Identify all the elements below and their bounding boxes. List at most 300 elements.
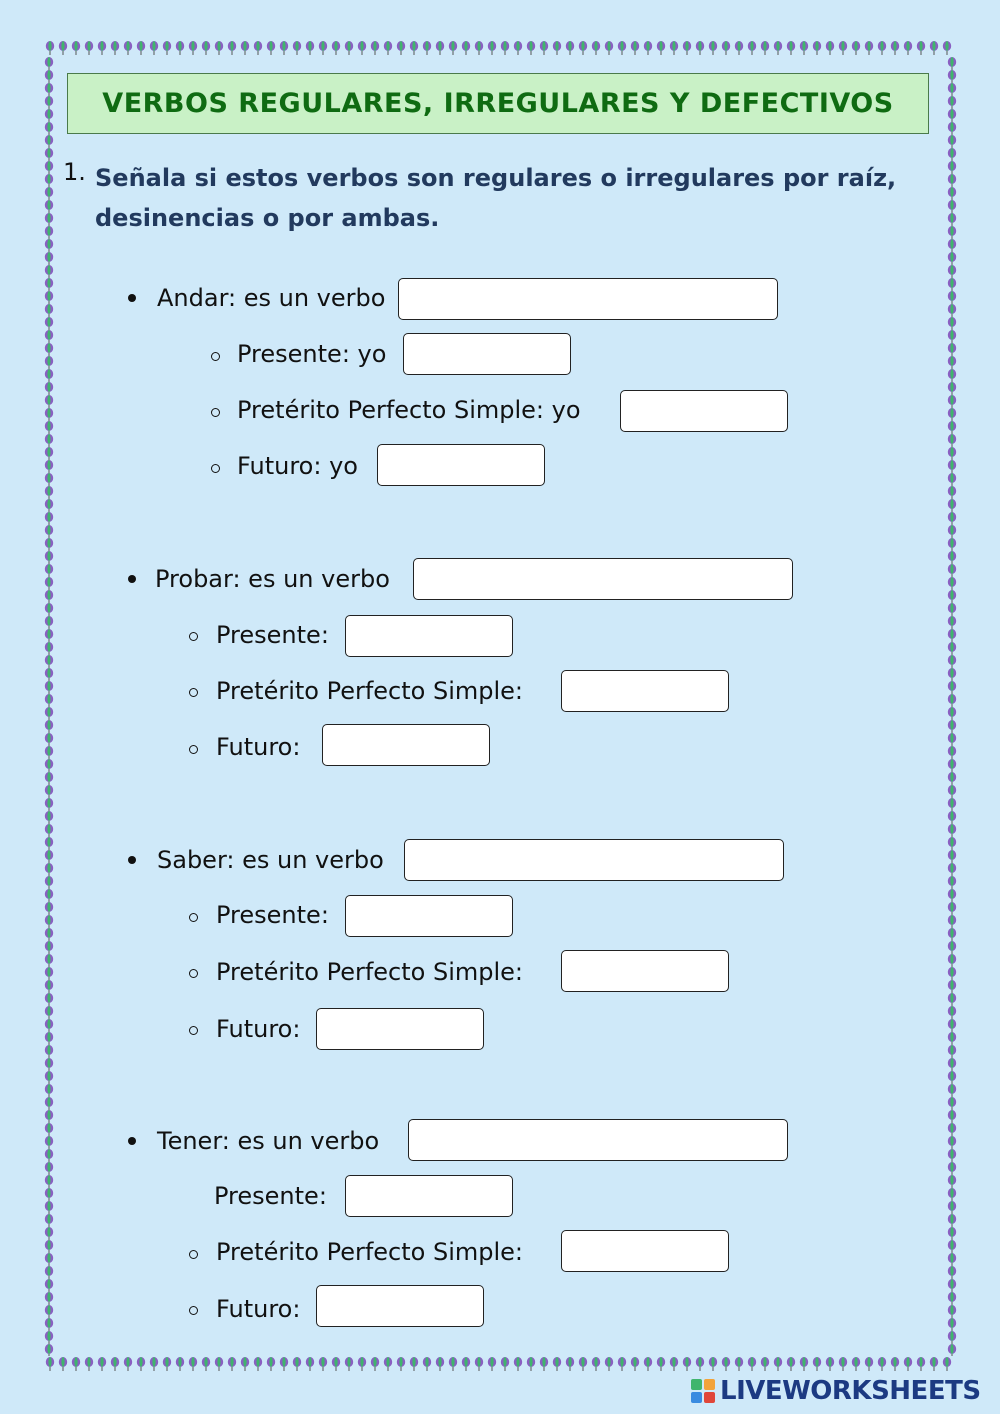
tener-presente-label: Presente:	[214, 1182, 327, 1210]
balloon-border-icon	[787, 41, 795, 55]
balloon-border-icon	[254, 1357, 262, 1371]
balloon-border-icon	[683, 41, 691, 55]
balloon-border-icon	[566, 1357, 574, 1371]
balloon-border-icon	[948, 486, 956, 500]
balloon-border-icon	[948, 941, 956, 955]
circle-bullet-icon	[211, 352, 220, 361]
balloon-border-icon	[948, 1253, 956, 1267]
balloon-border-icon	[948, 330, 956, 344]
balloon-border-icon	[948, 213, 956, 227]
balloon-border-icon	[45, 1071, 53, 1085]
balloon-border-icon	[943, 41, 951, 55]
balloon-border-icon	[45, 863, 53, 877]
balloon-border-icon	[45, 928, 53, 942]
verb-label-saber: Saber: es un verbo	[157, 846, 384, 874]
balloon-border-icon	[948, 1162, 956, 1176]
andar-preterito-input[interactable]	[620, 390, 788, 432]
balloon-border-icon	[948, 1214, 956, 1228]
balloon-border-icon	[45, 187, 53, 201]
balloon-border-icon	[948, 642, 956, 656]
balloon-border-icon	[826, 1357, 834, 1371]
balloon-border-icon	[45, 122, 53, 136]
balloon-border-icon	[948, 837, 956, 851]
balloon-border-icon	[670, 41, 678, 55]
balloon-border-icon	[709, 1357, 717, 1371]
probar-futuro-label: Futuro:	[216, 733, 301, 761]
balloon-border-icon	[45, 356, 53, 370]
balloon-border-icon	[45, 1149, 53, 1163]
balloon-border-icon	[878, 41, 886, 55]
balloon-border-icon	[137, 41, 145, 55]
bullet-icon	[128, 294, 136, 302]
balloon-border-icon	[670, 1357, 678, 1371]
tener-futuro-input[interactable]	[316, 1285, 484, 1327]
balloon-border-icon	[527, 1357, 535, 1371]
balloon-border-icon	[410, 41, 418, 55]
instruction-number: 1.	[63, 158, 86, 186]
balloon-border-icon	[45, 902, 53, 916]
balloon-border-icon	[852, 41, 860, 55]
balloon-border-icon	[332, 1357, 340, 1371]
balloon-border-icon	[293, 41, 301, 55]
balloon-border-icon	[45, 746, 53, 760]
tener-type-input[interactable]	[408, 1119, 788, 1161]
balloon-border-icon	[45, 330, 53, 344]
circle-bullet-icon	[189, 688, 198, 697]
balloon-border-icon	[948, 265, 956, 279]
balloon-border-icon	[45, 1188, 53, 1202]
balloon-border-icon	[527, 41, 535, 55]
balloon-border-icon	[163, 41, 171, 55]
balloon-border-left	[42, 56, 56, 1356]
balloon-border-icon	[45, 798, 53, 812]
balloon-border-icon	[59, 1357, 67, 1371]
balloon-border-icon	[948, 694, 956, 708]
balloon-border-icon	[45, 941, 53, 955]
balloon-border-icon	[45, 1110, 53, 1124]
balloon-border-icon	[948, 590, 956, 604]
balloon-border-icon	[488, 41, 496, 55]
balloon-border-icon	[45, 408, 53, 422]
balloon-border-icon	[345, 41, 353, 55]
bullet-icon	[128, 1137, 136, 1145]
balloon-border-icon	[948, 746, 956, 760]
probar-preterito-label: Pretérito Perfecto Simple:	[216, 677, 524, 705]
andar-type-input[interactable]	[398, 278, 778, 320]
balloon-border-icon	[332, 41, 340, 55]
balloon-border-icon	[45, 525, 53, 539]
balloon-border-icon	[449, 1357, 457, 1371]
title-box	[67, 73, 929, 134]
balloon-border-icon	[948, 382, 956, 396]
balloon-border-icon	[787, 1357, 795, 1371]
balloon-border-icon	[45, 616, 53, 630]
balloon-border-icon	[930, 1357, 938, 1371]
circle-bullet-icon	[189, 745, 198, 754]
andar-presente-label: Presente: yo	[237, 340, 387, 368]
balloon-border-icon	[45, 421, 53, 435]
balloon-border-icon	[45, 915, 53, 929]
balloon-border-icon	[150, 1357, 158, 1371]
balloon-border-icon	[45, 369, 53, 383]
balloon-border-icon	[948, 980, 956, 994]
balloon-border-icon	[45, 57, 53, 71]
balloon-border-icon	[45, 1253, 53, 1267]
balloon-border-icon	[436, 41, 444, 55]
balloon-border-icon	[45, 1305, 53, 1319]
balloon-border-icon	[948, 733, 956, 747]
balloon-border-icon	[948, 512, 956, 526]
saber-presente-label: Presente:	[216, 901, 329, 929]
balloon-border-icon	[948, 668, 956, 682]
balloon-border-icon	[45, 577, 53, 591]
balloon-border-icon	[45, 551, 53, 565]
balloon-border-icon	[410, 1357, 418, 1371]
balloon-border-icon	[948, 343, 956, 357]
balloon-border-icon	[45, 1318, 53, 1332]
balloon-border-icon	[45, 135, 53, 149]
balloon-border-icon	[45, 603, 53, 617]
balloon-border-icon	[948, 1344, 956, 1356]
balloon-border-icon	[45, 252, 53, 266]
balloon-border-icon	[948, 96, 956, 110]
balloon-border-icon	[948, 174, 956, 188]
balloon-border-icon	[45, 96, 53, 110]
circle-bullet-icon	[189, 913, 198, 922]
balloon-border-icon	[488, 1357, 496, 1371]
balloon-border-icon	[631, 1357, 639, 1371]
balloon-border-icon	[45, 1006, 53, 1020]
tener-preterito-label: Pretérito Perfecto Simple:	[216, 1238, 524, 1266]
balloon-border-icon	[948, 356, 956, 370]
balloon-border-icon	[904, 1357, 912, 1371]
balloon-border-icon	[948, 655, 956, 669]
balloon-border-icon	[45, 382, 53, 396]
balloon-border-icon	[45, 304, 53, 318]
balloon-border-icon	[45, 1279, 53, 1293]
saber-preterito-input[interactable]	[561, 950, 729, 992]
balloon-border-icon	[948, 1227, 956, 1241]
balloon-border-icon	[45, 70, 53, 84]
balloon-border-icon	[46, 41, 54, 55]
balloon-border-icon	[644, 1357, 652, 1371]
balloon-border-icon	[813, 41, 821, 55]
balloon-border-icon	[45, 759, 53, 773]
balloon-border-icon	[774, 1357, 782, 1371]
balloon-border-icon	[45, 694, 53, 708]
balloon-border-icon	[45, 1084, 53, 1098]
saber-presente-input[interactable]	[345, 895, 513, 937]
verb-label-tener: Tener: es un verbo	[157, 1127, 380, 1155]
balloon-border-icon	[865, 41, 873, 55]
balloon-border-icon	[202, 1357, 210, 1371]
balloon-border-icon	[948, 1188, 956, 1202]
balloon-border-icon	[45, 564, 53, 578]
balloon-border-icon	[45, 213, 53, 227]
balloon-border-icon	[657, 1357, 665, 1371]
balloon-border-icon	[657, 41, 665, 55]
andar-futuro-label: Futuro: yo	[237, 452, 358, 480]
balloon-border-icon	[948, 902, 956, 916]
balloon-border-icon	[948, 1084, 956, 1098]
balloon-border-icon	[852, 1357, 860, 1371]
balloon-border-icon	[45, 811, 53, 825]
balloon-border-icon	[293, 1357, 301, 1371]
probar-preterito-input[interactable]	[561, 670, 729, 712]
balloon-border-icon	[948, 278, 956, 292]
balloon-border-icon	[98, 1357, 106, 1371]
balloon-border-icon	[45, 850, 53, 864]
balloon-border-icon	[45, 395, 53, 409]
balloon-border-icon	[696, 41, 704, 55]
balloon-border-icon	[358, 41, 366, 55]
balloon-border-icon	[948, 447, 956, 461]
saber-type-input[interactable]	[404, 839, 784, 881]
balloon-border-icon	[948, 1266, 956, 1280]
balloon-border-icon	[948, 1279, 956, 1293]
balloon-border-icon	[948, 1201, 956, 1215]
liveworksheets-logo[interactable]	[690, 1374, 981, 1408]
balloon-border-icon	[948, 187, 956, 201]
balloon-border-icon	[189, 41, 197, 55]
balloon-border-icon	[241, 41, 249, 55]
balloon-border-icon	[948, 239, 956, 253]
balloon-border-icon	[948, 1045, 956, 1059]
circle-bullet-icon	[189, 1306, 198, 1315]
balloon-border-icon	[306, 1357, 314, 1371]
balloon-border-icon	[948, 408, 956, 422]
tener-futuro-label: Futuro:	[216, 1295, 301, 1323]
balloon-border-icon	[319, 1357, 327, 1371]
balloon-border-icon	[345, 1357, 353, 1371]
balloon-border-icon	[948, 1123, 956, 1137]
balloon-border-icon	[45, 668, 53, 682]
balloon-border-icon	[176, 41, 184, 55]
balloon-border-icon	[45, 629, 53, 643]
balloon-border-icon	[45, 980, 53, 994]
balloon-border-icon	[45, 83, 53, 97]
balloon-border-icon	[371, 1357, 379, 1371]
balloon-border-icon	[948, 1175, 956, 1189]
balloon-border-icon	[85, 41, 93, 55]
balloon-border-icon	[45, 1266, 53, 1280]
balloon-border-icon	[605, 1357, 613, 1371]
balloon-border-icon	[948, 525, 956, 539]
balloon-border-icon	[761, 41, 769, 55]
balloon-border-icon	[45, 200, 53, 214]
balloon-border-icon	[124, 1357, 132, 1371]
balloon-border-icon	[280, 41, 288, 55]
balloon-border-icon	[150, 41, 158, 55]
balloon-border-icon	[948, 226, 956, 240]
balloon-border-icon	[45, 278, 53, 292]
balloon-border-icon	[72, 1357, 80, 1371]
balloon-border-icon	[45, 837, 53, 851]
balloon-border-icon	[319, 41, 327, 55]
balloon-border-icon	[45, 967, 53, 981]
balloon-border-icon	[948, 200, 956, 214]
balloon-border-icon	[423, 1357, 431, 1371]
balloon-border-icon	[45, 161, 53, 175]
balloon-border-icon	[45, 707, 53, 721]
saber-futuro-label: Futuro:	[216, 1015, 301, 1043]
balloon-border-icon	[45, 109, 53, 123]
balloon-border-icon	[45, 1136, 53, 1150]
balloon-border-icon	[948, 811, 956, 825]
balloon-border-icon	[917, 41, 925, 55]
page-title: VERBOS REGULARES, IRREGULARES Y DEFECTIVOS	[102, 88, 894, 119]
probar-type-input[interactable]	[413, 558, 793, 600]
balloon-border-icon	[948, 83, 956, 97]
probar-futuro-input[interactable]	[322, 724, 490, 766]
balloon-border-icon	[45, 1331, 53, 1345]
balloon-border-icon	[948, 785, 956, 799]
balloon-border-icon	[45, 434, 53, 448]
balloon-border-icon	[45, 1058, 53, 1072]
balloon-border-icon	[878, 1357, 886, 1371]
balloon-border-icon	[948, 616, 956, 630]
balloon-border-icon	[948, 967, 956, 981]
balloon-border-icon	[254, 41, 262, 55]
balloon-border-icon	[267, 41, 275, 55]
balloon-border-icon	[45, 889, 53, 903]
balloon-border-icon	[45, 876, 53, 890]
balloon-border-right	[945, 56, 959, 1356]
balloon-border-icon	[774, 41, 782, 55]
bullet-icon	[128, 575, 136, 583]
balloon-border-icon	[45, 317, 53, 331]
balloon-border-icon	[948, 395, 956, 409]
balloon-border-icon	[397, 1357, 405, 1371]
balloon-border-icon	[948, 1149, 956, 1163]
balloon-border-icon	[45, 1175, 53, 1189]
balloon-border-icon	[948, 863, 956, 877]
balloon-border-top	[44, 40, 958, 58]
balloon-border-icon	[45, 460, 53, 474]
balloon-border-icon	[948, 720, 956, 734]
balloon-border-icon	[800, 1357, 808, 1371]
balloon-border-icon	[45, 1240, 53, 1254]
balloon-border-icon	[948, 499, 956, 513]
balloon-border-icon	[948, 57, 956, 71]
liveworksheets-logo-icon	[690, 1377, 716, 1405]
balloon-border-icon	[948, 707, 956, 721]
balloon-border-icon	[501, 41, 509, 55]
probar-presente-label: Presente:	[216, 621, 329, 649]
balloon-border-icon	[948, 1305, 956, 1319]
balloon-border-icon	[45, 993, 53, 1007]
balloon-border-icon	[948, 577, 956, 591]
balloon-border-icon	[45, 785, 53, 799]
balloon-border-icon	[462, 1357, 470, 1371]
balloon-border-icon	[579, 41, 587, 55]
balloon-border-icon	[891, 41, 899, 55]
balloon-border-icon	[709, 41, 717, 55]
balloon-border-icon	[948, 876, 956, 890]
balloon-border-icon	[45, 343, 53, 357]
andar-preterito-label: Pretérito Perfecto Simple: yo	[237, 396, 581, 424]
balloon-border-icon	[45, 1123, 53, 1137]
balloon-border-icon	[45, 720, 53, 734]
balloon-border-icon	[644, 41, 652, 55]
balloon-border-icon	[45, 226, 53, 240]
balloon-border-icon	[592, 41, 600, 55]
balloon-border-icon	[948, 603, 956, 617]
balloon-border-icon	[423, 41, 431, 55]
balloon-border-icon	[45, 642, 53, 656]
balloon-border-icon	[45, 733, 53, 747]
balloon-border-icon	[358, 1357, 366, 1371]
balloon-border-icon	[948, 291, 956, 305]
balloon-border-icon	[948, 1110, 956, 1124]
balloon-border-icon	[45, 148, 53, 162]
balloon-border-icon	[948, 928, 956, 942]
balloon-border-icon	[45, 265, 53, 279]
balloon-border-icon	[45, 512, 53, 526]
balloon-border-icon	[228, 41, 236, 55]
probar-presente-input[interactable]	[345, 615, 513, 657]
balloon-border-icon	[839, 41, 847, 55]
balloon-border-icon	[930, 41, 938, 55]
balloon-border-icon	[948, 1019, 956, 1033]
balloon-border-icon	[45, 824, 53, 838]
balloon-border-icon	[449, 41, 457, 55]
balloon-border-icon	[475, 41, 483, 55]
tener-presente-input[interactable]	[345, 1175, 513, 1217]
balloon-border-icon	[45, 655, 53, 669]
balloon-border-icon	[45, 239, 53, 253]
balloon-border-icon	[948, 304, 956, 318]
balloon-border-icon	[45, 1045, 53, 1059]
balloon-border-icon	[948, 122, 956, 136]
balloon-border-icon	[948, 824, 956, 838]
balloon-border-icon	[45, 1227, 53, 1241]
saber-futuro-input[interactable]	[316, 1008, 484, 1050]
balloon-border-icon	[618, 1357, 626, 1371]
balloon-border-icon	[948, 369, 956, 383]
andar-presente-input[interactable]	[403, 333, 571, 375]
balloon-border-icon	[948, 317, 956, 331]
balloon-border-icon	[189, 1357, 197, 1371]
balloon-border-icon	[384, 41, 392, 55]
balloon-border-icon	[748, 41, 756, 55]
balloon-border-icon	[111, 1357, 119, 1371]
balloon-border-icon	[45, 486, 53, 500]
balloon-border-icon	[45, 681, 53, 695]
balloon-border-icon	[592, 1357, 600, 1371]
balloon-border-icon	[45, 499, 53, 513]
balloon-border-icon	[948, 850, 956, 864]
balloon-border-icon	[45, 174, 53, 188]
balloon-border-icon	[631, 41, 639, 55]
balloon-border-icon	[891, 1357, 899, 1371]
balloon-border-icon	[85, 1357, 93, 1371]
bullet-icon	[128, 856, 136, 864]
balloon-border-icon	[948, 161, 956, 175]
balloon-border-icon	[948, 252, 956, 266]
balloon-border-icon	[735, 1357, 743, 1371]
balloon-border-icon	[948, 915, 956, 929]
balloon-border-icon	[45, 1019, 53, 1033]
andar-futuro-input[interactable]	[377, 444, 545, 486]
balloon-border-icon	[371, 41, 379, 55]
tener-preterito-input[interactable]	[561, 1230, 729, 1272]
verb-label-probar: Probar: es un verbo	[155, 565, 390, 593]
balloon-border-icon	[45, 447, 53, 461]
balloon-border-icon	[813, 1357, 821, 1371]
balloon-border-icon	[722, 1357, 730, 1371]
balloon-border-icon	[948, 1097, 956, 1111]
